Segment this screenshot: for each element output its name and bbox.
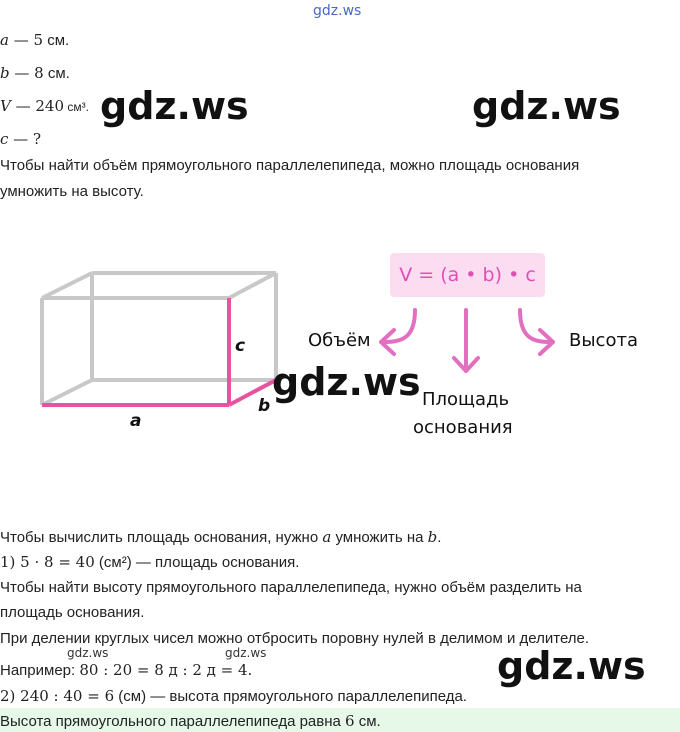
watermark-2: gdz.ws <box>472 84 621 128</box>
height-rule-line-2: площадь основания. <box>0 604 145 621</box>
watermark-small-1: gdz.ws <box>67 646 109 660</box>
base-area-rule-mid: умножить на <box>331 529 428 546</box>
intro-line-1: Чтобы найти объём прямоугольного параллелепипеда, можно площадь основания <box>0 157 580 174</box>
base-area-rule-end: . <box>437 529 442 546</box>
base-area-rule-text: Чтобы вычислить площадь основания, нужно <box>0 529 323 546</box>
height-label: Высота <box>569 330 638 351</box>
volume-label: Объём <box>308 330 371 351</box>
given-b-symbol: b <box>0 64 10 82</box>
example-label: Например: <box>0 662 80 679</box>
volume-formula: V = (a • b) • c <box>390 253 545 297</box>
watermark-4: gdz.ws <box>497 644 646 688</box>
base-area-rule <box>0 527 441 548</box>
step-2-math: 2) 240 : 40 = 6 <box>0 687 115 705</box>
given-a <box>0 30 69 51</box>
given-b-dash: — <box>9 64 35 82</box>
base-area-b: b <box>427 528 438 546</box>
watermark-1: gdz.ws <box>100 84 249 128</box>
given-c-symbol: c <box>0 130 9 148</box>
given-v-symbol: V <box>0 97 11 115</box>
base-label-line-2: основания <box>413 417 513 438</box>
base-area-a: a <box>322 528 332 546</box>
step-1 <box>0 552 299 573</box>
given-a-unit: см. <box>43 32 70 49</box>
given-v-dash: — <box>10 97 36 115</box>
label-c: c <box>235 336 246 356</box>
label-a: a <box>130 411 142 431</box>
answer-value: 6 <box>345 712 355 730</box>
step-1-text: (см²) — площадь основания. <box>94 554 300 571</box>
given-a-symbol: a <box>0 31 9 49</box>
answer-text: Высота прямоугольного параллелепипеда равна <box>0 713 346 730</box>
answer-unit: см. <box>354 713 381 730</box>
answer <box>0 711 381 732</box>
example-math: 80 : 20 = 8 д : 2 д = 4. <box>79 661 253 679</box>
given-v-value: 240 <box>35 97 65 115</box>
intro-line-2: умножить на высоту. <box>0 183 144 200</box>
given-b <box>0 63 70 84</box>
given-c <box>0 129 41 150</box>
given-b-value: 8 <box>34 64 44 82</box>
given-a-dash: — <box>8 31 34 49</box>
step-1-math: 1) 5 · 8 = 40 <box>0 553 95 571</box>
given-a-value: 5 <box>33 31 44 49</box>
watermark-top: gdz.ws <box>313 3 362 19</box>
label-b: b <box>258 396 271 416</box>
step-2 <box>0 686 467 707</box>
watermark-small-2: gdz.ws <box>225 646 267 660</box>
example <box>0 660 252 681</box>
given-v-unit: см³. <box>64 100 89 114</box>
step-2-text: (см) — высота прямоугольного параллелепипеда. <box>114 688 467 705</box>
given-v <box>0 96 89 117</box>
height-rule-line-1: Чтобы найти высоту прямоугольного параллелепипеда, нужно объём разделить на <box>0 579 582 596</box>
given-c-dash: — <box>8 130 33 148</box>
watermark-3: gdz.ws <box>272 360 421 404</box>
zeros-rule: При делении круглых чисел можно отбросить поровну нулей в делимом и делителе. <box>0 630 590 647</box>
given-c-value: ? <box>32 130 41 148</box>
base-label-line-1: Площадь <box>422 389 510 410</box>
given-b-unit: см. <box>43 65 70 82</box>
